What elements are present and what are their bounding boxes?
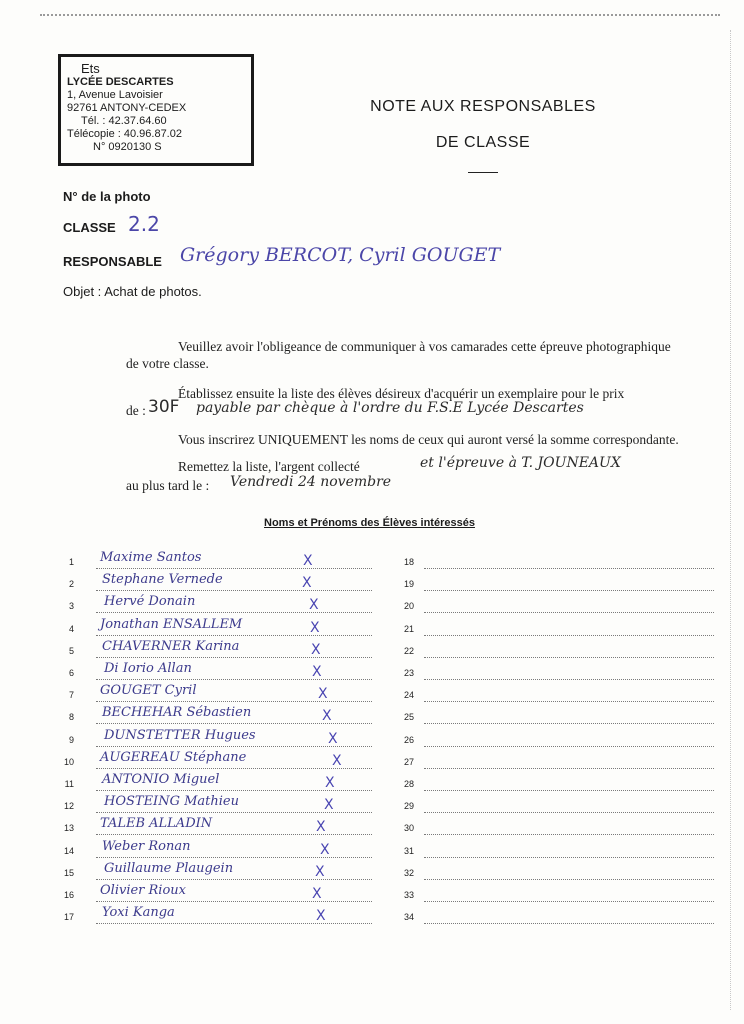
- check-mark: X: [318, 686, 328, 702]
- classe-label: CLASSE: [63, 220, 116, 235]
- student-name: Guillaume Plaugein: [104, 861, 234, 876]
- student-name: GOUGET Cyril: [100, 683, 197, 698]
- row-number: 11: [64, 779, 74, 789]
- check-mark: X: [328, 731, 338, 747]
- check-mark: X: [309, 597, 319, 613]
- stamp-line: Tél. : 42.37.64.60: [81, 115, 167, 127]
- objet-line: Objet : Achat de photos.: [63, 284, 202, 299]
- check-mark: X: [312, 664, 322, 680]
- student-name: DUNSTETTER Hugues: [104, 728, 256, 743]
- student-name: Hervé Donain: [104, 594, 196, 609]
- row-number: 3: [68, 601, 74, 611]
- check-mark: X: [312, 886, 322, 902]
- student-name: AUGEREAU Stéphane: [100, 750, 247, 765]
- dotted-line: [424, 657, 714, 658]
- dotted-line: [96, 901, 372, 902]
- paragraph-4-line-2: au plus tard le :: [126, 478, 210, 493]
- row-number: 21: [403, 624, 414, 634]
- student-name: Di Iorio Allan: [104, 661, 192, 676]
- student-name: Olivier Rioux: [100, 883, 186, 898]
- paragraph-1-line-1: Veuillez avoir l'obligeance de communiquer à vos camarades cette épreuve photographique: [178, 339, 671, 354]
- row-number: 6: [68, 668, 74, 678]
- row-number: 27: [403, 757, 414, 767]
- row-number: 7: [68, 690, 74, 700]
- dotted-line: [96, 568, 372, 569]
- row-number: 28: [403, 779, 414, 789]
- dotted-line: [424, 590, 714, 591]
- student-name: Yoxi Kanga: [102, 905, 175, 920]
- row-number: 34: [403, 912, 414, 922]
- perforated-edge-right: [730, 30, 731, 1010]
- row-number: 29: [403, 801, 414, 811]
- paragraph-2-line-1: Établissez ensuite la liste des élèves désireux d'acquérir un exemplaire pour le prix: [178, 386, 625, 401]
- dotted-line: [424, 790, 714, 791]
- document-title: NOTE AUX RESPONSABLES: [370, 98, 596, 115]
- dotted-line: [96, 923, 372, 924]
- row-number: 13: [63, 823, 74, 833]
- dotted-line: [96, 857, 372, 858]
- check-mark: X: [324, 797, 334, 813]
- dotted-line: [424, 901, 714, 902]
- dotted-line: [96, 768, 372, 769]
- payment-instructions: payable par chèque à l'ordre du F.S.E Lycée Descartes: [196, 400, 584, 416]
- row-number: 15: [63, 868, 74, 878]
- row-number: 14: [63, 846, 74, 856]
- paragraph-2-de: de :: [126, 403, 146, 418]
- price-value: 30F: [148, 397, 180, 417]
- dotted-line: [424, 701, 714, 702]
- dotted-line: [424, 857, 714, 858]
- row-number: 17: [63, 912, 74, 922]
- row-number: 12: [63, 801, 74, 811]
- dotted-line: [96, 612, 372, 613]
- student-list-title: Noms et Prénoms des Élèves intéressés: [264, 517, 475, 529]
- dotted-line: [96, 879, 372, 880]
- dotted-line: [96, 834, 372, 835]
- dotted-line: [424, 635, 714, 636]
- row-number: 22: [403, 646, 414, 656]
- student-name: BECHEHAR Sébastien: [102, 705, 252, 720]
- stamp-line: 92761 ANTONY-CEDEX: [67, 102, 187, 114]
- student-name: CHAVERNER Karina: [102, 639, 240, 654]
- row-number: 9: [68, 735, 74, 745]
- stamp-line: Ets: [81, 61, 100, 76]
- row-number: 33: [403, 890, 414, 900]
- row-number: 8: [68, 712, 74, 722]
- row-number: 30: [403, 823, 414, 833]
- stamp-line: LYCÉE DESCARTES: [67, 76, 174, 88]
- check-mark: X: [332, 753, 342, 769]
- check-mark: X: [302, 575, 312, 591]
- row-number: 26: [403, 735, 414, 745]
- perforated-edge-top: [40, 14, 720, 16]
- responsable-value: Grégory BERCOT, Cyril GOUGET: [180, 244, 501, 266]
- document-subtitle: DE CLASSE: [435, 134, 531, 151]
- student-name: Maxime Santos: [100, 550, 202, 565]
- photo-number-label: N° de la photo: [63, 189, 151, 204]
- student-name: ANTONIO Miguel: [102, 772, 220, 787]
- check-mark: X: [311, 642, 321, 658]
- stamp-line: 1, Avenue Lavoisier: [67, 89, 163, 101]
- check-mark: X: [303, 553, 313, 569]
- row-number: 18: [403, 557, 414, 567]
- row-number: 4: [68, 624, 74, 634]
- row-number: 1: [68, 557, 74, 567]
- check-mark: X: [325, 775, 335, 791]
- student-name: HOSTEING Mathieu: [104, 794, 239, 809]
- dotted-line: [96, 635, 372, 636]
- check-mark: X: [316, 908, 326, 924]
- dotted-line: [424, 679, 714, 680]
- dotted-line: [424, 746, 714, 747]
- dotted-line: [424, 768, 714, 769]
- responsable-label: RESPONSABLE: [63, 254, 162, 269]
- check-mark: X: [316, 819, 326, 835]
- check-mark: X: [320, 842, 330, 858]
- check-mark: X: [310, 620, 320, 636]
- dotted-line: [96, 679, 372, 680]
- row-number: 20: [403, 601, 414, 611]
- row-number: 31: [403, 846, 414, 856]
- dotted-line: [424, 812, 714, 813]
- student-name: Weber Ronan: [102, 839, 191, 854]
- student-name: TALEB ALLADIN: [100, 816, 213, 831]
- dotted-line: [96, 657, 372, 658]
- classe-value: 2.2: [128, 212, 160, 236]
- row-number: 24: [403, 690, 414, 700]
- row-number: 25: [403, 712, 414, 722]
- paragraph-4-line-1: Remettez la liste, l'argent collecté: [178, 459, 360, 474]
- row-number: 5: [68, 646, 74, 656]
- row-number: 23: [403, 668, 414, 678]
- title-divider: [468, 172, 498, 173]
- dotted-line: [96, 590, 372, 591]
- paragraph-3: Vous inscrirez UNIQUEMENT les noms de ceux qui auront versé la somme correspondante.: [178, 432, 679, 447]
- row-number: 16: [63, 890, 74, 900]
- dotted-line: [424, 568, 714, 569]
- student-name: Jonathan ENSALLEM: [100, 617, 243, 632]
- dotted-line: [424, 723, 714, 724]
- delivery-instructions: et l'épreuve à T. JOUNEAUX: [420, 455, 621, 471]
- dotted-line: [424, 612, 714, 613]
- row-number: 2: [68, 579, 74, 589]
- row-number: 32: [403, 868, 414, 878]
- stamp-line: Télécopie : 40.96.87.02: [67, 128, 182, 140]
- paragraph-1-line-2: de votre classe.: [126, 356, 209, 371]
- deadline-value: Vendredi 24 novembre: [230, 474, 392, 490]
- student-name: Stephane Vernede: [102, 572, 223, 587]
- school-stamp: [58, 54, 254, 166]
- dotted-line: [424, 923, 714, 924]
- check-mark: X: [322, 708, 332, 724]
- dotted-line: [96, 701, 372, 702]
- row-number: 10: [63, 757, 74, 767]
- check-mark: X: [315, 864, 325, 880]
- stamp-line: N° 0920130 S: [93, 141, 162, 153]
- dotted-line: [424, 879, 714, 880]
- row-number: 19: [403, 579, 414, 589]
- dotted-line: [424, 834, 714, 835]
